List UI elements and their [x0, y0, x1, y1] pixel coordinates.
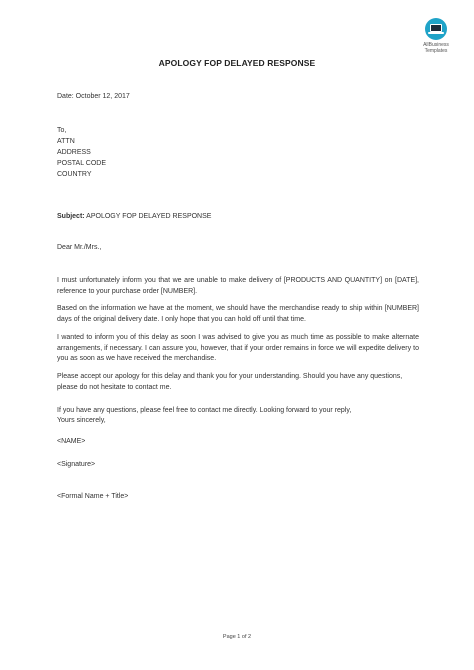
recipient-attn: ATTN: [57, 138, 75, 145]
salutation: Dear Mr./Mrs.,: [57, 244, 102, 251]
paragraph-3: I wanted to inform you of this delay as soon I was advised to give you as much time as possible to make alternate arrangements, if necessary. I can assure you, however, that if your order remains in force we will expedite delivery to you as soon as we have received the merchandise.: [57, 334, 419, 362]
document-title: APOLOGY FOP DELAYED RESPONSE: [158, 58, 316, 68]
logo-text-line2: Templates: [424, 48, 448, 54]
subject-line: [57, 212, 419, 223]
recipient-to: To,: [57, 127, 67, 134]
subject-text: APOLOGY FOP DELAYED RESPONSE: [84, 213, 212, 220]
subject-label: Subject:: [57, 213, 85, 220]
letter-date: Date: October 12, 2017: [57, 93, 130, 100]
page-number: Page 1 of 2: [222, 634, 252, 640]
sender-name: <NAME>: [57, 438, 86, 445]
laptop-icon: [425, 18, 447, 40]
brand-logo[interactable]: [411, 18, 461, 54]
closing-line: If you have any questions, please feel free to contact me directly. Looking forward to your reply,: [57, 407, 352, 414]
paragraph-2: Based on the information we have at the moment, we should have the merchandise ready to ship within [NUMBER] days of the original delivery date. I only hope that you can hold off until that time.: [57, 305, 419, 323]
sender-signature: <Signature>: [57, 461, 96, 468]
paragraph-1: I must unfortunately inform you that we are unable to make delivery of [PRODUCTS AND QUANTITY] on [DATE], reference to your purchase order [NUMBER].: [57, 277, 419, 295]
logo-text-line1: AllBusiness: [423, 42, 449, 48]
paragraph-4: Please accept our apology for this delay and thank you for your understanding. Should you have any questions, please do not hesitate to contact me.: [57, 373, 403, 391]
recipient-postal-code: POSTAL CODE: [57, 160, 107, 167]
sender-formal-name: <Formal Name + Title>: [57, 493, 129, 500]
recipient-country: COUNTRY: [57, 171, 92, 178]
closing-yours-sincerely: Yours sincerely,: [57, 417, 106, 424]
recipient-address: ADDRESS: [57, 149, 91, 156]
